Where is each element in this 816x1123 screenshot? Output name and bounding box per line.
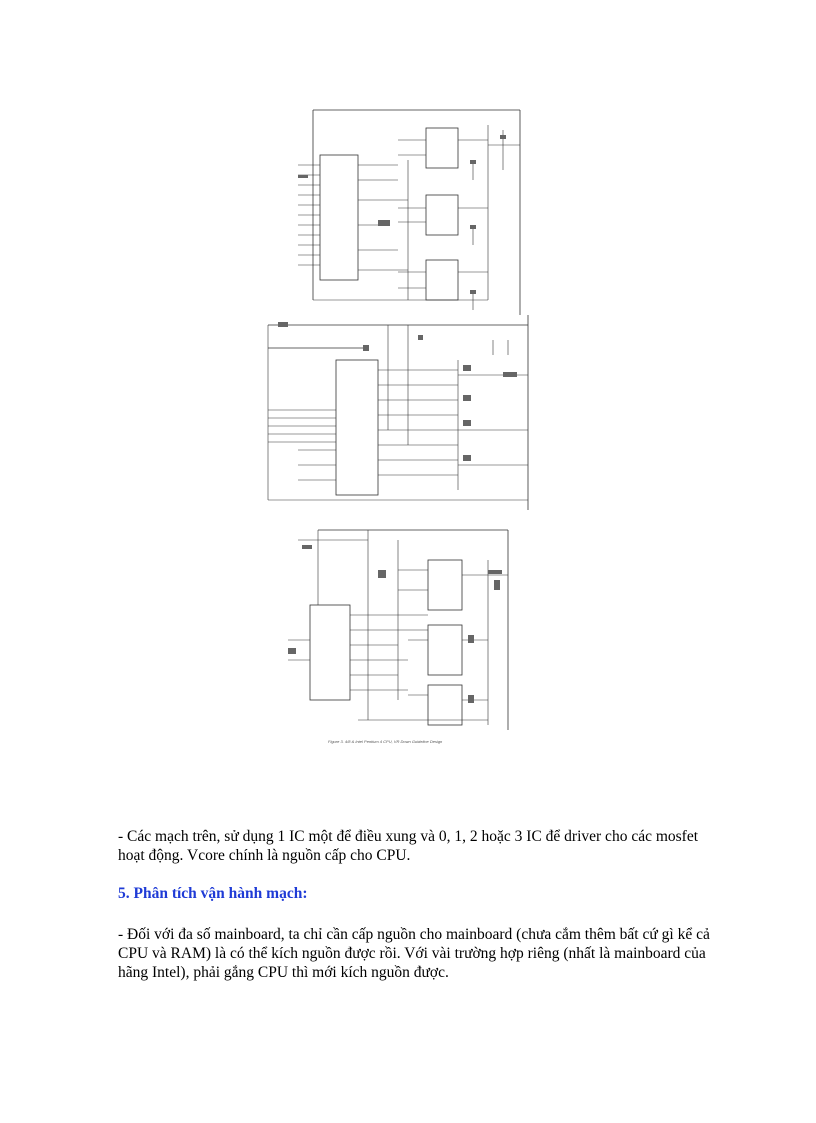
- figure-caption: Figure 3. 4/8 & Intel Pentium 4 CPU, VR Down Guideline Design: [328, 739, 443, 744]
- section-heading: 5. Phân tích vận hành mạch:: [118, 885, 308, 902]
- paragraph-1: - Các mạch trên, sử dụng 1 IC một để điều xung và 0, 1, 2 hoặc 3 IC để driver cho các mosfet hoạt động. Vcore chính là nguồn cấp cho CPU.: [118, 828, 699, 864]
- schematic-2: [268, 315, 528, 510]
- paragraph-2: - Đối với đa số mainboard, ta chỉ cần cấp nguồn cho mainboard (chưa cắm thêm bất cứ gì kể cả CPU và RAM) là có thể kích nguồn được rồi. Với vài trường hợp riêng (nhất là mainboard của hãng Intel), phải gắng CPU thì mới kích nguồn được.: [118, 926, 710, 981]
- schematic-1: [298, 110, 520, 315]
- circuit-schematic-figure: [258, 100, 540, 748]
- schematic-3: [288, 530, 508, 730]
